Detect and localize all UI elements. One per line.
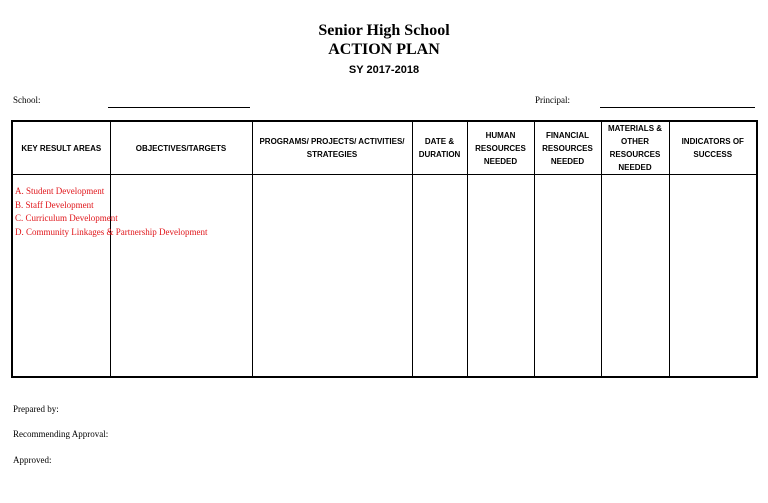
recommending-approval-label: Recommending Approval: [13,429,109,439]
financial-resources-cell[interactable] [534,175,601,378]
col-human-resources: HUMAN RESOURCES NEEDED [467,121,534,175]
col-objectives-targets: OBJECTIVES/TARGETS [110,121,252,175]
col-indicators-of-success: INDICATORS OF SUCCESS [669,121,757,175]
col-programs-projects: PROGRAMS/ PROJECTS/ ACTIVITIES/ STRATEGIES [252,121,412,175]
col-key-result-areas: KEY RESULT AREAS [12,121,110,175]
kra-staff-development: B. Staff Development [15,199,94,210]
school-year: SY 2017-2018 [348,64,420,76]
kra-list [13,175,208,239]
human-resources-cell[interactable] [467,175,534,378]
school-label: School: [13,95,41,105]
kra-community-linkages: D. Community Linkages & Partnership Development [15,226,208,237]
action-plan-table [11,120,758,378]
kra-cell[interactable] [12,175,208,378]
col-financial-resources: FINANCIAL RESOURCES NEEDED [534,121,601,175]
prepared-by-label: Prepared by: [13,404,59,414]
document-subtitle: ACTION PLAN [328,41,440,58]
date-cell[interactable] [412,175,467,378]
materials-cell[interactable] [601,175,669,378]
kra-curriculum-development: C. Curriculum Development [15,213,118,223]
col-date-duration: DATE & DURATION [412,121,467,175]
table-row [12,175,757,378]
document-title: Senior High School [318,22,450,39]
objectives-cell[interactable] [110,175,252,378]
approved-label: Approved: [13,455,52,465]
indicators-cell[interactable] [669,175,757,378]
school-input-line[interactable] [108,107,250,108]
principal-input-line[interactable] [600,107,755,108]
table-header-row [12,121,757,175]
principal-label: Principal: [535,95,570,105]
col-materials-resources: MATERIALS & OTHER RESOURCES NEEDED [601,121,669,175]
programs-cell[interactable] [252,175,412,378]
kra-student-development: A. Student Development [15,186,105,196]
